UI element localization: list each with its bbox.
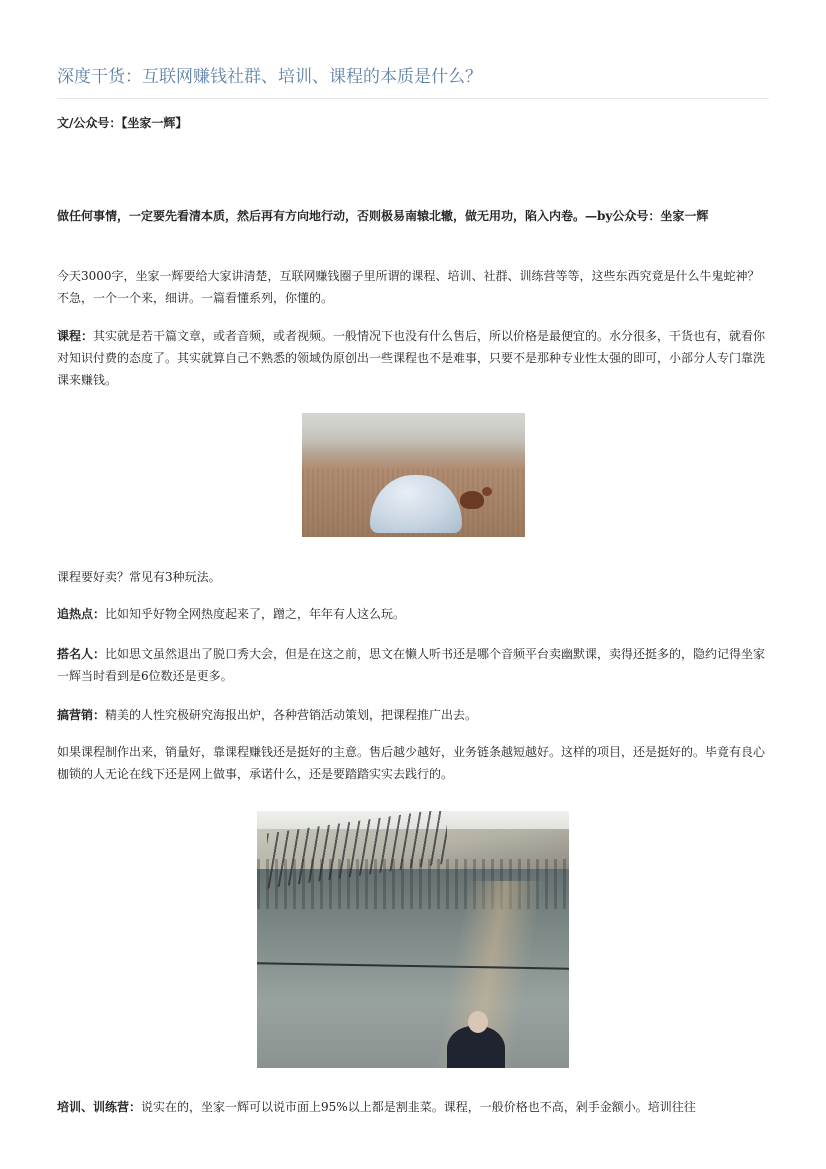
crab-shape — [460, 491, 484, 509]
training-text: 说实在的，坐家一辉可以说市面上95%以上都是割韭菜。课程，一般价格也不高，剁手金额小。培训往往 — [141, 1100, 696, 1114]
training-label: 培训、训练营： — [57, 1100, 142, 1114]
article-byline: 文/公众号：【坐家一辉】 — [57, 116, 188, 130]
hotspot-label: 追热点： — [57, 607, 106, 621]
marketing-paragraph — [57, 704, 769, 726]
intro-paragraph: 今天3000字，坐家一辉要给大家讲清楚，互联网赚钱圈子里所谓的课程、培训、社群、训练营等等，这些东西究竟是什么牛鬼蛇神？不急，一个一个来，细讲。一篇看懂系列，你懂的。 — [57, 269, 760, 305]
celebrity-paragraph — [57, 643, 769, 687]
training-paragraph — [57, 1096, 769, 1118]
sell-question-paragraph: 课程要好卖？常见有3种玩法。 — [57, 570, 221, 584]
title-divider — [57, 98, 769, 99]
hermit-crab-image — [302, 413, 525, 537]
celebrity-text: 比如思文虽然退出了脱口秀大会，但是在这之前，思文在懒人听书还是哪个音频平台卖幽默课，卖得还挺多的，隐约记得坐家一辉当时看到是6位数还是更多。 — [57, 647, 766, 683]
article-title: 深度干货：互联网赚钱社群、培训、课程的本质是什么？ — [57, 67, 482, 87]
hotspot-paragraph — [57, 603, 769, 625]
course-paragraph — [57, 325, 769, 391]
marketing-text: 精美的人性究极研究海报出炉，各种营销活动策划，把课程推广出去。 — [105, 708, 478, 722]
course-text: 其实就是若干篇文章，或者音频，或者视频。一般情况下也没有什么售后，所以价格是最便宜的。水分很多，干货也有，就看你对知识付费的态度了。其实就算自己不熟悉的领域伪原创出一些课程也不是难事，只要不是那种专业性太强的即可，小部分人专门靠洗课来赚钱。 — [57, 329, 766, 387]
celebrity-label: 搭名人： — [57, 647, 106, 661]
summary-paragraph: 如果课程制作出来，销量好，靠课程赚钱还是挺好的主意。售后越少越好，业务链条越短越好。这样的项目，还是挺好的。毕竟有良心枷锁的人无论在线下还是网上做事，承诺什么，还是要踏踏实实去践行的。 — [57, 745, 766, 781]
course-label: 课程： — [57, 329, 94, 343]
hotspot-text: 比如知乎好物全网热度起来了，蹭之，年年有人这么玩。 — [105, 607, 406, 621]
marketing-label: 搞营销： — [57, 708, 106, 722]
fishing-pond-image — [257, 811, 569, 1068]
lead-paragraph: 做任何事情，一定要先看清本质，然后再有方向地行动，否则极易南辕北辙，做无用功，陷入内卷。—by公众号：坐家一辉 — [57, 209, 709, 223]
